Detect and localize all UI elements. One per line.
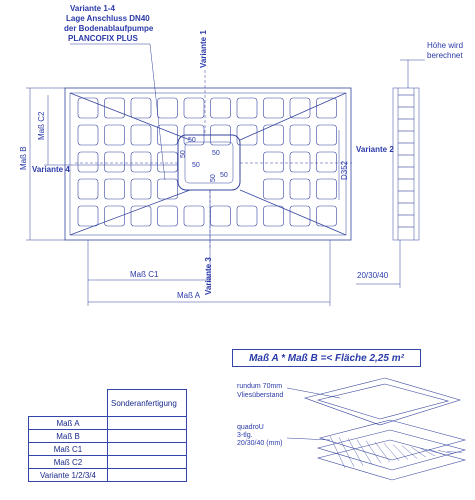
plate-inner: [70, 93, 346, 235]
diagonal-line: [70, 190, 190, 235]
row-label: Variante 1/2/3/4: [29, 469, 108, 482]
table-row: [29, 443, 187, 456]
iso-hatch-line: [375, 442, 390, 462]
grid-cell: [158, 206, 178, 226]
diagonal-line: [240, 93, 346, 140]
grid-cell: [158, 125, 178, 145]
mass-c2-label: Maß C2: [37, 111, 46, 140]
grid-cell: [290, 125, 310, 145]
quadro-line: 3-tlg.: [237, 432, 253, 439]
quadro-line: 20/30/40 (mm): [237, 440, 283, 447]
quadro-line: quadroU: [237, 424, 264, 431]
grid-cell: [78, 206, 98, 226]
plate-outline: [65, 88, 351, 240]
row-input[interactable]: [108, 417, 187, 430]
height-note-line: Höhe wird: [427, 41, 464, 50]
drain-dim-50: 50: [188, 137, 196, 144]
grid-cell: [78, 179, 98, 199]
rundum-line: Vliesüberstand: [237, 392, 284, 399]
grid-cell: [290, 152, 310, 172]
grid-cell: [290, 179, 310, 199]
variant-note-line: Lage Anschluss DN40: [66, 14, 150, 23]
row-input[interactable]: [108, 430, 187, 443]
table-row: [29, 430, 187, 443]
diagonal-line: [70, 93, 190, 140]
variant-note-line: Variante 1-4: [70, 4, 115, 13]
variant-4-label: Variante 4: [32, 165, 70, 174]
iso-hatch-line: [393, 444, 408, 459]
area-formula: Maß A * Maß B =< Fläche 2,25 m²: [232, 349, 421, 367]
grid-cell: [290, 206, 310, 226]
grid-cell: [184, 206, 204, 226]
grid-cell: [105, 125, 125, 145]
grid-cell: [105, 179, 125, 199]
sonderanfertigung-table: [28, 389, 187, 482]
grid-cell: [317, 179, 337, 199]
row-label: Maß C2: [29, 456, 108, 469]
mass-a-label: Maß A: [177, 291, 201, 300]
row-input[interactable]: [108, 456, 187, 469]
side-view: [393, 88, 419, 240]
grid-cell: [184, 98, 204, 118]
variant-note-line: PLANCOFIX PLUS: [68, 34, 138, 43]
grid-cell: [317, 98, 337, 118]
grid-cell: [264, 206, 284, 226]
grid-cell: [211, 206, 231, 226]
grid-cell: [131, 179, 151, 199]
heights-label: 20/30/40: [357, 271, 389, 280]
variant-note-line: der Bodenablaufpumpe: [64, 24, 154, 33]
variant-3-label: Variante 3: [204, 257, 213, 295]
grid-cell: [317, 206, 337, 226]
rundum-line: rundum 70mm: [237, 383, 283, 390]
variant-1-label: Variante 1: [199, 30, 208, 68]
height-note-line: berechnet: [427, 51, 463, 60]
grid-cell: [131, 152, 151, 172]
grid-cell: [290, 98, 310, 118]
grid-cell: [158, 152, 178, 172]
grid-cell: [237, 206, 257, 226]
drain-dim-50: 50: [220, 172, 228, 179]
table-row: [29, 469, 187, 482]
row-label: Maß A: [29, 417, 108, 430]
grid-cell: [131, 206, 151, 226]
drain-dim-50: 50: [210, 174, 217, 182]
mass-c1-label: Maß C1: [130, 270, 159, 279]
iso-hatch-line: [411, 447, 426, 457]
table-row: [29, 456, 187, 469]
iso-hatch-line: [348, 438, 363, 465]
isometric-illustration: [287, 378, 465, 480]
iso-hatch-line: [357, 440, 372, 465]
grid-cell: [78, 125, 98, 145]
grid-cell: [131, 125, 151, 145]
grid-cell: [264, 152, 284, 172]
row-input[interactable]: [108, 443, 187, 456]
row-input[interactable]: [108, 469, 187, 482]
drain-dim-50: 50: [180, 150, 187, 158]
grid-cell: [211, 98, 231, 118]
grid-cell: [237, 98, 257, 118]
grid-cell: [264, 179, 284, 199]
mass-b-label: Maß B: [19, 146, 28, 170]
table-header: Sonderanfertigung: [108, 390, 187, 417]
drain-dim-50: 50: [212, 150, 220, 157]
grid-cell: [264, 98, 284, 118]
table-row: [29, 417, 187, 430]
grid-cell: [78, 98, 98, 118]
grid-cell: [105, 152, 125, 172]
grid-cell: [317, 125, 337, 145]
grid-cell: [78, 152, 98, 172]
grid-cell: [317, 152, 337, 172]
grid-cell: [131, 98, 151, 118]
row-label: Maß C1: [29, 443, 108, 456]
variant-2-label: Variante 2: [356, 145, 394, 154]
diagonal-line: [240, 190, 346, 235]
grid-cell: [158, 98, 178, 118]
drain-dim-50: 50: [192, 162, 200, 169]
row-label: Maß B: [29, 430, 108, 443]
d352-label: D352: [340, 160, 349, 180]
